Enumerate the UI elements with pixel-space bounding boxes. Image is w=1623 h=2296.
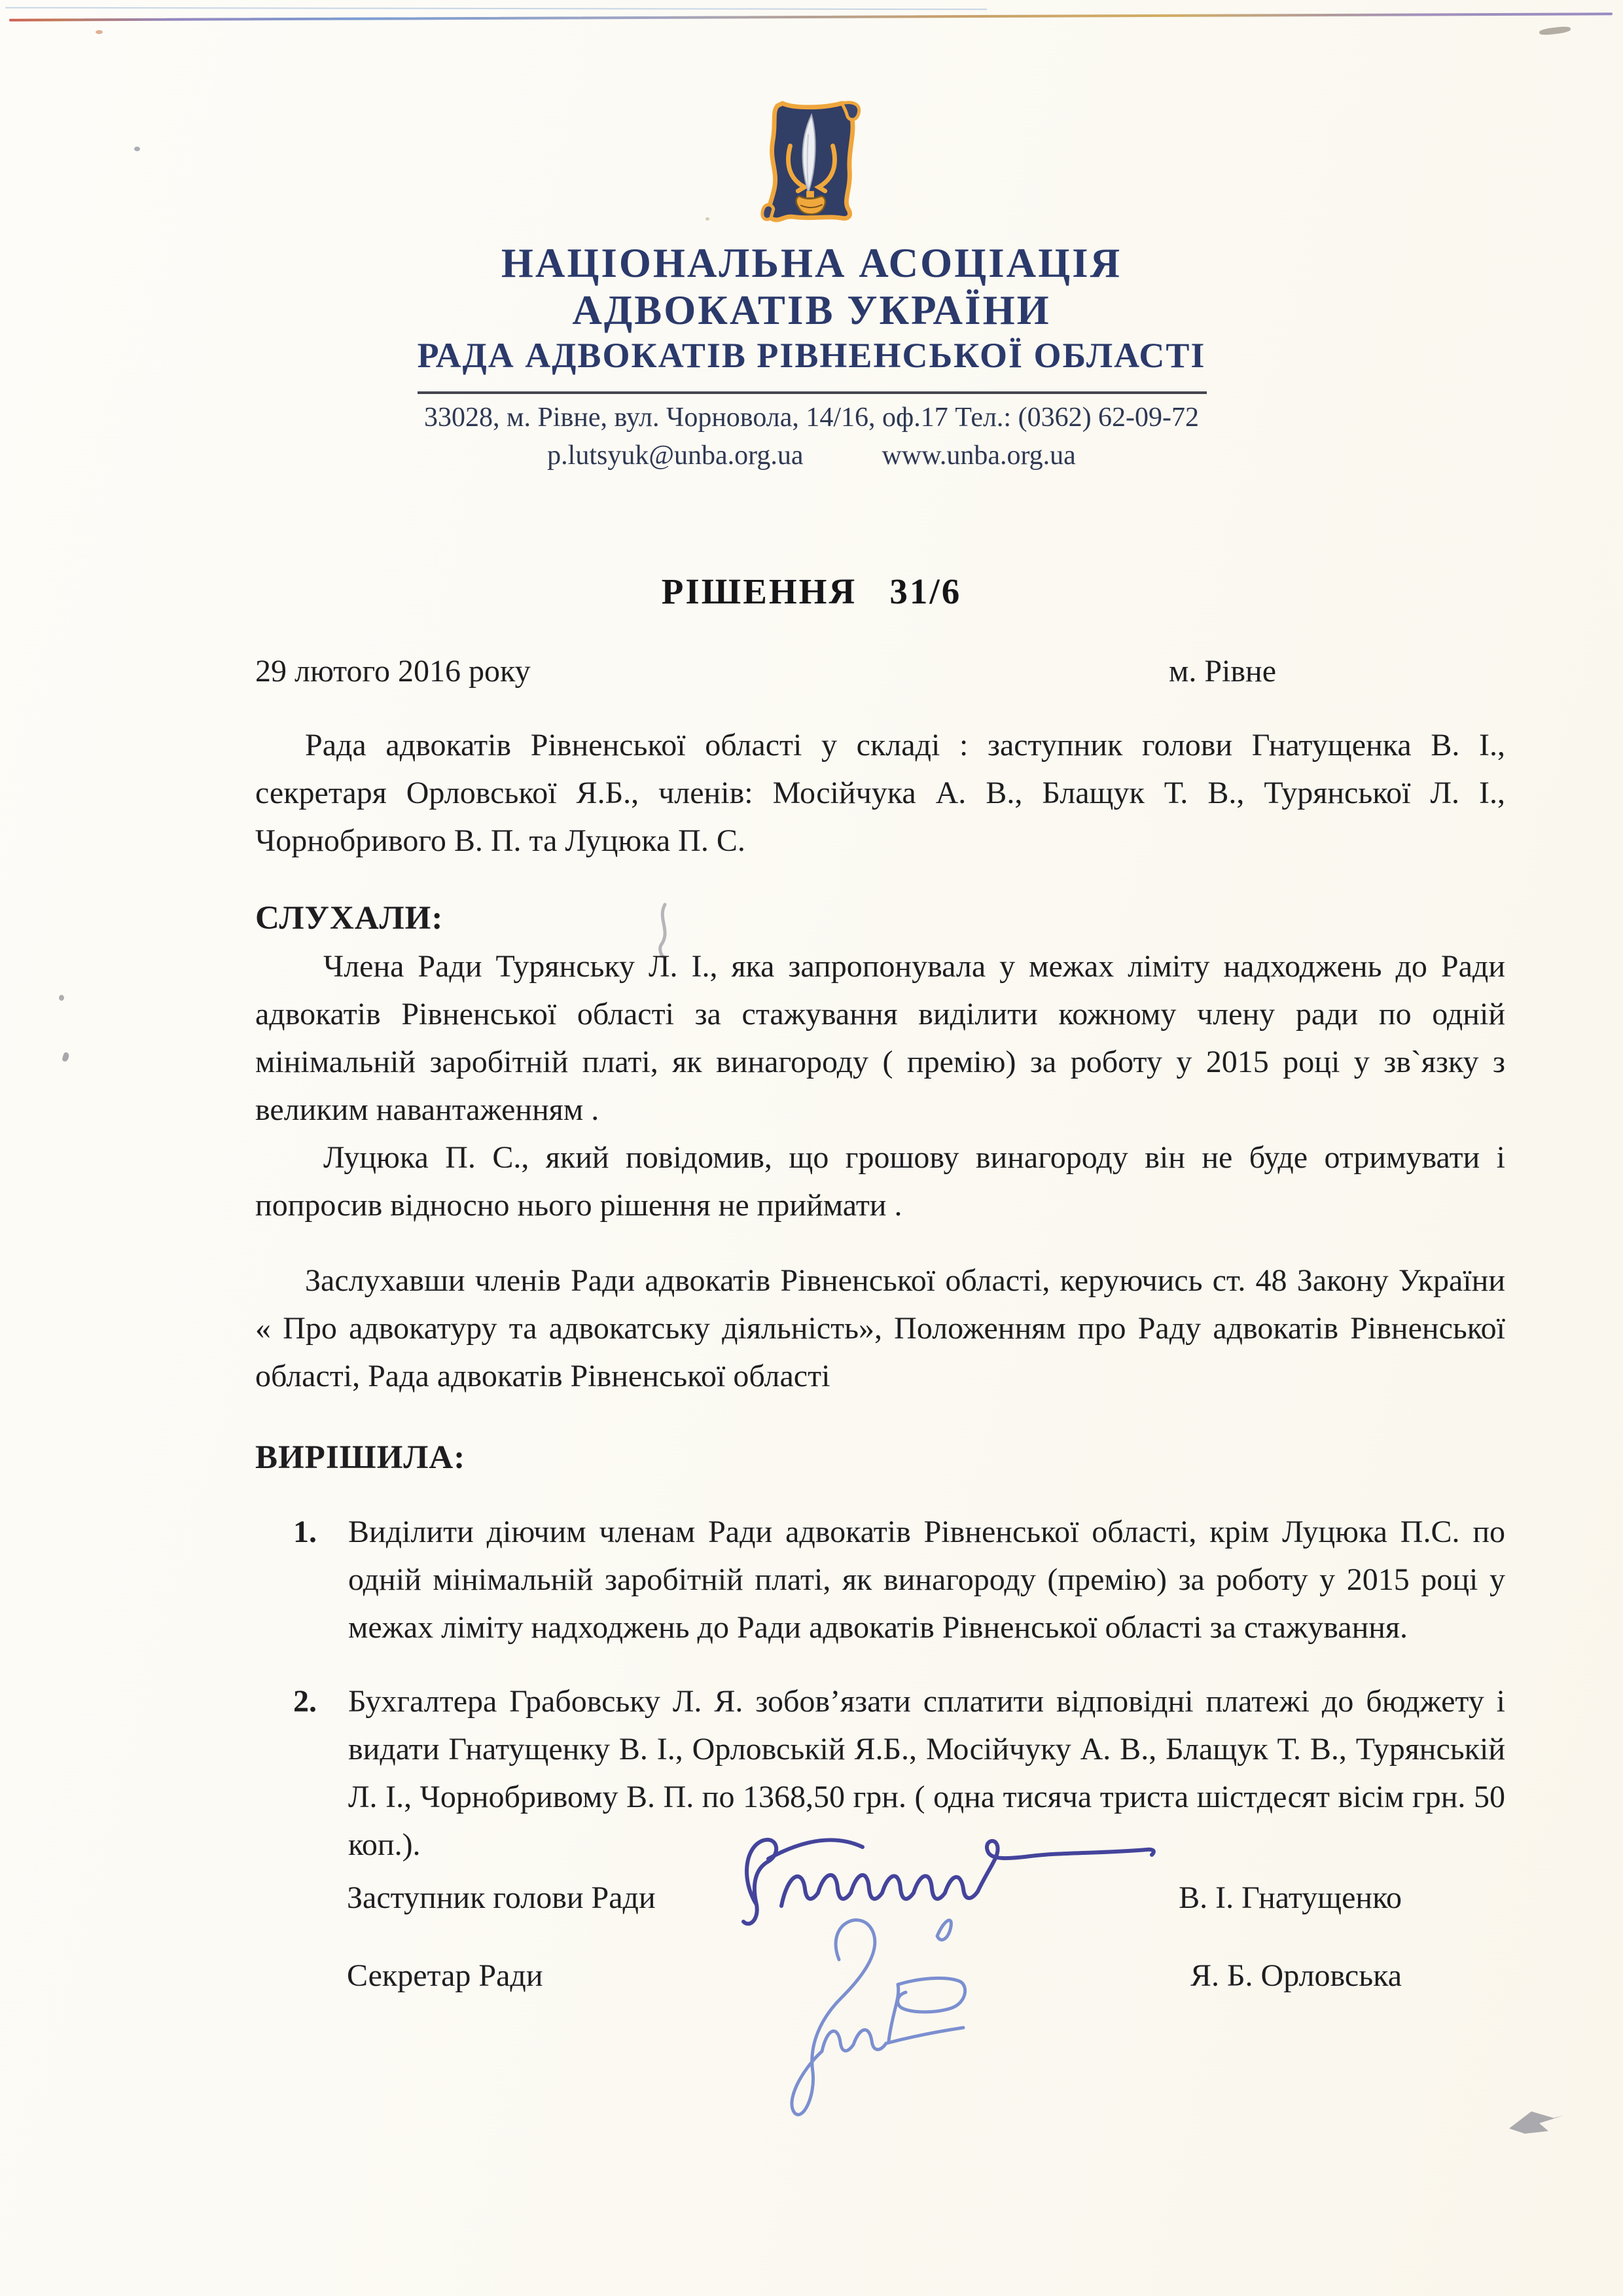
item-text: Бухгалтера Грабовську Л. Я. зобов’язати сплатити відповідні платежі до бюджету і видати Гнатущенку В. І., Орловській Я.Б., Мосійчуку А. В., Блащук Т. В., Турянській Л. І., Чорнобривому В. П. по 1368,50 грн. ( одна тисяча триста шістдесят вісім грн. 50 коп.).: [348, 1684, 1505, 1862]
paper-speck: [1539, 26, 1571, 36]
document-place: м. Рівне: [1168, 654, 1276, 689]
document-title: РІШЕННЯ 31/6: [661, 571, 962, 611]
scan-edge-artifact: [9, 12, 1613, 21]
signature-name: В. І. Гнатущенко: [1179, 1880, 1402, 1915]
paper-speck: [705, 217, 709, 221]
org-website: www.unba.org.ua: [882, 440, 1076, 471]
heard-paragraph-1: Члена Ради Турянську Л. І., яка запропонувала у межах ліміту надходжень до Ради адвокатів Рівненської області за стажування виділити кожному члену ради по одній мінімальній заробітній платі, як винагороду ( премію) за роботу у 2015 році у зв`язку з великим навантаженням .: [255, 949, 1505, 1127]
signature-name: Я. Б. Орловська: [1190, 1958, 1402, 1993]
item-number: 2.: [293, 1684, 317, 1719]
heard-paragraph-2: Луцюка П. С., який повідомив, що грошову винагороду він не буде отримувати і попросив відносно нього рішення не приймати .: [255, 1140, 1505, 1223]
paper-speck: [134, 147, 140, 151]
decided-heading: ВИРІШИЛА:: [255, 1439, 466, 1476]
scan-smudge: [1505, 2108, 1568, 2140]
heard-heading: СЛУХАЛИ:: [255, 900, 444, 937]
org-address: 33028, м. Рівне, вул. Чорновола, 14/16, оф.17 Тел.: (0362) 62-09-72: [423, 403, 1200, 433]
paper-speck: [96, 30, 103, 34]
basis-paragraph: Заслухавши членів Ради адвокатів Рівненської області, керуючись ст. 48 Закону України « Про адвокатуру та адвокатську діяльність», Положенням про Раду адвокатів Рівненської області, Рада адвокатів Рівненської області: [255, 1263, 1505, 1393]
decision-item-1: [255, 1508, 1505, 1651]
document-date: 29 лютого 2016 року: [255, 654, 531, 689]
handwritten-signature-orlovska: [741, 1906, 1039, 2134]
org-name-line1: НАЦІОНАЛЬНА АСОЦІАЦІЯ: [501, 240, 1122, 286]
org-contacts: [0, 440, 1623, 471]
scan-edge-artifact-2: [5, 7, 987, 10]
item-text: Виділити діючим членам Ради адвокатів Рівненської області, крім Луцюка П.С. по одній мінімальній заробітній платі, як винагороду (премію) за роботу у 2015 році у межах ліміту надходжень до Ради адвокатів Рівненської області за стажування.: [348, 1515, 1505, 1645]
margin-mark: [62, 1052, 70, 1062]
intro-paragraph: Рада адвокатів Рівненської області у складі : заступник голови Гнатущенка В. І., секретаря Орловської Я.Б., членів: Мосійчука А. В., Блащук Т. В., Турянської Л. І., Чорнобривого В. П. та Луцюка П. С.: [255, 728, 1505, 858]
org-email: p.lutsyuk@unba.org.ua: [547, 440, 804, 471]
signature-role: Заступник голови Ради: [347, 1880, 656, 1915]
item-number: 1.: [293, 1515, 317, 1549]
letterhead-divider: [418, 391, 1207, 394]
signature-role: Секретар Ради: [347, 1958, 543, 1993]
margin-mark: [59, 995, 64, 1001]
document-body: [255, 721, 1505, 1869]
unba-logo-icon: [750, 96, 873, 228]
date-row: [255, 653, 1505, 689]
org-name-line2: АДВОКАТІВ УКРАЇНИ: [572, 287, 1051, 333]
org-name-line3: РАДА АДВОКАТІВ РІВНЕНСЬКОЇ ОБЛАСТІ: [417, 336, 1206, 375]
